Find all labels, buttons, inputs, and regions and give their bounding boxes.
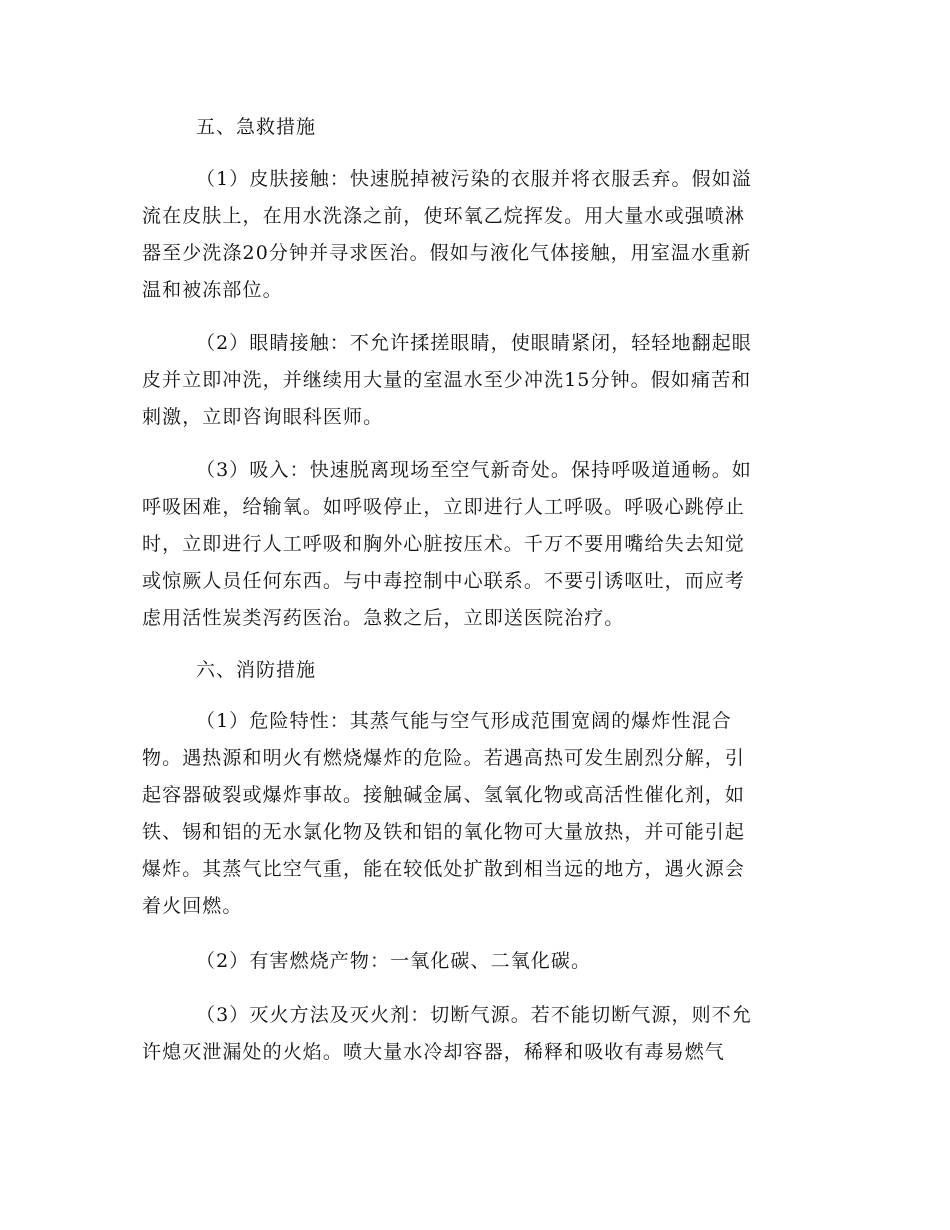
text-line: 刺激，立即咨询眼科医师。 bbox=[142, 406, 384, 428]
text-line: 许熄灭泄漏处的火焰。喷大量水冷却容器，稀释和吸收有毒易燃气 bbox=[142, 1041, 725, 1063]
section-heading-first-aid: 五、急救措施 bbox=[196, 116, 317, 138]
paragraph-inhalation bbox=[142, 452, 810, 637]
paragraph-extinguishing-methods bbox=[142, 997, 810, 1071]
paragraph-skin-contact bbox=[142, 161, 810, 309]
text-line: 铁、锡和铝的无水氯化物及铁和铝的氧化物可大量放热，并可能引起 bbox=[142, 821, 746, 843]
text-line: （1）危险特性：其蒸气能与空气形成范围宽阔的爆炸性混合 bbox=[196, 710, 732, 732]
text-line: （3）灭火方法及灭火剂：切断气源。若不能切断气源，则不允 bbox=[196, 1004, 752, 1026]
text-line: （2）有害燃烧产物：一氧化碳、二氧化碳。 bbox=[196, 950, 592, 972]
text-line: （1）皮肤接触：快速脱掉被污染的衣服并将衣服丢弃。假如溢 bbox=[196, 168, 752, 190]
text-line: 物。遇热源和明火有燃烧爆炸的危险。若遇高热可发生剧烈分解，引 bbox=[142, 747, 746, 769]
text-line: 虑用活性炭类泻药医治。急救之后，立即送医院治疗。 bbox=[142, 607, 625, 629]
paragraph-hazard-properties bbox=[142, 703, 810, 925]
text-line: 时，立即进行人工呼吸和胸外心脏按压术。千万不要用嘴给失去知觉 bbox=[142, 533, 746, 555]
text-line: 皮并立即冲洗，并继续用大量的室温水至少冲洗15分钟。假如痛苦和 bbox=[142, 369, 752, 391]
paragraph-eye-contact bbox=[142, 325, 810, 436]
text-line: 起容器破裂或爆炸事故。接触碱金属、氢氧化物或高活性催化剂，如 bbox=[142, 784, 746, 806]
text-line: 流在皮肤上，在用水洗涤之前，使环氧乙烷挥发。用大量水或强喷淋 bbox=[142, 205, 746, 227]
text-line: 爆炸。其蒸气比空气重，能在较低处扩散到相当远的地方，遇火源会 bbox=[142, 858, 746, 880]
section-heading-fire-fighting: 六、消防措施 bbox=[196, 659, 317, 681]
text-line: 呼吸困难，给输氧。如呼吸停止，立即进行人工呼吸。呼吸心跳停止 bbox=[142, 496, 746, 518]
text-line: 或惊厥人员任何东西。与中毒控制中心联系。不要引诱呕吐，而应考 bbox=[142, 570, 746, 592]
text-line: 温和被冻部位。 bbox=[142, 279, 283, 301]
text-line: 着火回燃。 bbox=[142, 895, 243, 917]
text-line: （2）眼睛接触：不允许揉搓眼睛，使眼睛紧闭，轻轻地翻起眼 bbox=[196, 332, 752, 354]
paragraph-combustion-products bbox=[142, 943, 810, 980]
text-line: （3）吸入：快速脱离现场至空气新奇处。保持呼吸道通畅。如 bbox=[196, 459, 752, 481]
text-line: 器至少洗涤20分钟并寻求医治。假如与液化气体接触，用室温水重新 bbox=[142, 242, 752, 264]
